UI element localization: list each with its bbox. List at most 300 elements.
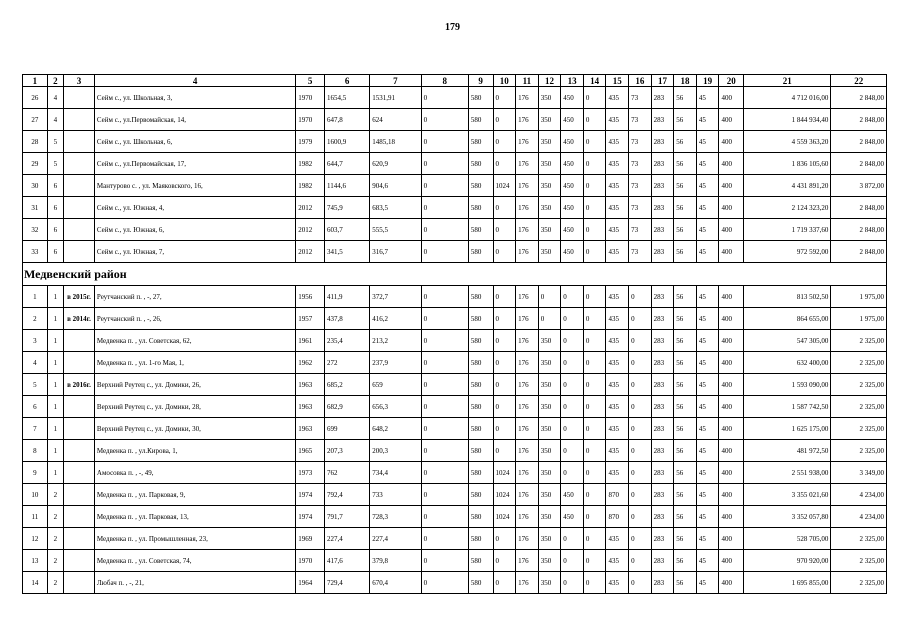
table-cell: 1 593 090,00 [744,374,831,396]
table-cell: 1 975,00 [831,308,887,330]
table-cell [64,197,95,219]
table-cell: 2 [23,308,48,330]
table-cell: 1 [47,462,63,484]
table-cell: 6 [47,241,63,263]
table-cell: 0 [561,550,584,572]
table-cell: 0 [583,506,606,528]
table-cell: 176 [516,131,539,153]
table-cell: 350 [538,153,561,175]
table-cell: 0 [561,462,584,484]
table-cell: 1024 [493,484,516,506]
table-cell: 4 431 891,20 [744,175,831,197]
table-cell: 2 848,00 [831,109,887,131]
table-cell: 176 [516,175,539,197]
table-cell: 644,7 [325,153,370,175]
table-cell: 435 [606,131,629,153]
table-row [23,109,887,131]
table-cell: 0 [421,462,468,484]
table-cell: Медвенка п. , ул. Промышленная, 23, [94,528,295,550]
table-cell: 0 [421,241,468,263]
table-row [23,153,887,175]
table-cell: Сейм с., ул. Южная, 4, [94,197,295,219]
table-cell: 176 [516,219,539,241]
table-cell: 2 [47,550,63,572]
column-header: 20 [719,75,744,87]
table-cell: 1969 [296,528,325,550]
table-cell: 580 [468,506,493,528]
table-cell: 176 [516,153,539,175]
table-cell: 400 [719,528,744,550]
table-cell: 56 [674,330,697,352]
table-cell: 0 [629,418,652,440]
table-cell: 450 [561,109,584,131]
table-cell: 400 [719,506,744,528]
table-cell: 283 [651,352,674,374]
table-cell: 1 719 337,60 [744,219,831,241]
table-cell: 283 [651,197,674,219]
table-cell: 2 848,00 [831,153,887,175]
table-cell: 1982 [296,175,325,197]
table-cell: 2 848,00 [831,197,887,219]
table-cell: 1024 [493,462,516,484]
table-cell: 45 [696,550,719,572]
table-cell: 2 325,00 [831,572,887,594]
table-cell: 450 [561,131,584,153]
table-cell: 5 [23,374,48,396]
table-cell: 176 [516,241,539,263]
table-cell: 350 [538,175,561,197]
table-cell: 56 [674,484,697,506]
table-cell: 580 [468,572,493,594]
table-cell: 13 [23,550,48,572]
table-cell: 481 972,50 [744,440,831,462]
table-row [23,241,887,263]
table-cell: 45 [696,153,719,175]
table-cell: 0 [561,330,584,352]
table-cell: 580 [468,396,493,418]
table-cell: 2012 [296,219,325,241]
table-cell: 1654,5 [325,87,370,109]
table-cell: 176 [516,418,539,440]
table-cell: 1 [47,374,63,396]
table-cell: 283 [651,131,674,153]
table-cell: 30 [23,175,48,197]
table-cell: 0 [493,352,516,374]
table-cell: 0 [561,308,584,330]
table-cell: 45 [696,87,719,109]
table-cell: 350 [538,330,561,352]
table-cell: 0 [493,572,516,594]
column-header: 3 [64,75,95,87]
table-cell: 580 [468,374,493,396]
table-cell: 283 [651,550,674,572]
table-cell [64,131,95,153]
table-cell: Мантурово с. , ул. Маяковского, 16, [94,175,295,197]
table-cell: Медвенка п. , ул.Кирова, 1, [94,440,295,462]
table-cell: 603,7 [325,219,370,241]
table-cell: 400 [719,374,744,396]
table-cell: 2 325,00 [831,352,887,374]
table-cell: 283 [651,440,674,462]
table-cell: 659 [370,374,421,396]
table-cell: 682,9 [325,396,370,418]
table-cell: 0 [421,87,468,109]
table-cell: 176 [516,440,539,462]
table-cell: 734,4 [370,462,421,484]
table-cell: 0 [421,352,468,374]
table-cell: 0 [629,572,652,594]
table-cell: 0 [583,352,606,374]
table-cell: 435 [606,286,629,308]
table-cell: Амосовка п. , -, 49, [94,462,295,484]
table-cell: 580 [468,109,493,131]
table-cell: 2012 [296,197,325,219]
table-cell: 0 [583,87,606,109]
table-cell: 45 [696,462,719,484]
table-cell: 1962 [296,352,325,374]
table-cell: 435 [606,219,629,241]
table-cell: 176 [516,87,539,109]
table-cell: 283 [651,87,674,109]
table-cell: 56 [674,131,697,153]
table-cell: 624 [370,109,421,131]
column-header: 4 [94,75,295,87]
table-cell: 2012 [296,241,325,263]
table-cell: 1974 [296,484,325,506]
table-cell: 45 [696,440,719,462]
table-cell: 2 325,00 [831,374,887,396]
table-cell: 400 [719,109,744,131]
table-cell: 1 [47,286,63,308]
table-cell: Реутчанский п. , -, 27, [94,286,295,308]
table-cell: 350 [538,506,561,528]
table-cell: 0 [583,241,606,263]
table-cell: 350 [538,219,561,241]
district-heading-row [23,263,887,286]
table-cell: 0 [421,506,468,528]
table-cell: 0 [583,396,606,418]
table-cell: 0 [493,87,516,109]
table-cell: 632 400,00 [744,352,831,374]
table-cell: Сейм с., ул. Школьная, 6, [94,131,295,153]
table-cell: 176 [516,528,539,550]
table-cell [64,572,95,594]
table-cell: 56 [674,197,697,219]
table-cell: 350 [538,241,561,263]
table-cell: 0 [583,572,606,594]
table-cell: 1963 [296,418,325,440]
table-cell: 350 [538,352,561,374]
table-cell: 0 [493,197,516,219]
table-cell: 0 [421,484,468,506]
table-cell: 1 [47,440,63,462]
table-cell: 0 [493,528,516,550]
table-cell: 283 [651,506,674,528]
table-cell: 1957 [296,308,325,330]
table-cell: 350 [538,440,561,462]
table-cell: 176 [516,506,539,528]
table-cell: 1970 [296,109,325,131]
table-row [23,528,887,550]
table-cell: 7 [23,418,48,440]
column-header: 11 [516,75,539,87]
table-cell: 435 [606,308,629,330]
column-header: 18 [674,75,697,87]
table-cell: 283 [651,241,674,263]
table-cell: 176 [516,352,539,374]
table-cell: в 2016г. [64,374,95,396]
table-cell: 0 [421,219,468,241]
table-cell: 350 [538,131,561,153]
table-cell: 0 [493,374,516,396]
column-header: 8 [421,75,468,87]
table-cell: 435 [606,153,629,175]
table-cell: Сейм с., ул. Южная, 6, [94,219,295,241]
table-cell: 56 [674,440,697,462]
table-cell: Медвенка п. , ул. Советская, 74, [94,550,295,572]
table-cell: 207,3 [325,440,370,462]
table-cell: 0 [583,374,606,396]
table-cell: 1 [47,330,63,352]
table-cell: 0 [629,528,652,550]
table-cell: 1485,18 [370,131,421,153]
table-cell: 283 [651,418,674,440]
table-cell: 176 [516,396,539,418]
table-cell: 972 592,00 [744,241,831,263]
table-cell [64,396,95,418]
table-cell: 547 305,00 [744,330,831,352]
table-cell: 3 352 057,80 [744,506,831,528]
table-cell: 400 [719,440,744,462]
table-cell: 435 [606,572,629,594]
table-cell: 416,2 [370,308,421,330]
table-cell: 0 [561,396,584,418]
table-cell: Любач п. , -, 21, [94,572,295,594]
table-cell: 27 [23,109,48,131]
table-cell: 56 [674,374,697,396]
table-cell: 1531,91 [370,87,421,109]
table-cell: 450 [561,506,584,528]
table-cell: в 2015г. [64,286,95,308]
table-cell: 580 [468,550,493,572]
table-cell: 1 844 934,40 [744,109,831,131]
table-cell: 450 [561,175,584,197]
table-cell: 6 [23,396,48,418]
table-cell: 14 [23,572,48,594]
table-cell: 1973 [296,462,325,484]
table-cell: 580 [468,308,493,330]
table-cell [64,175,95,197]
table-cell: 56 [674,153,697,175]
table-cell: 699 [325,418,370,440]
table-cell: 283 [651,219,674,241]
table-cell: 0 [421,528,468,550]
table-cell: Медвенка п. , ул. Парковая, 9, [94,484,295,506]
column-header: 17 [651,75,674,87]
table-cell: 176 [516,308,539,330]
table-cell: 2 325,00 [831,528,887,550]
table-cell: 417,6 [325,550,370,572]
table-cell: 4 234,00 [831,506,887,528]
column-header: 13 [561,75,584,87]
table-cell: 2 325,00 [831,396,887,418]
table-cell: 0 [421,396,468,418]
table-cell: 0 [583,175,606,197]
table-cell: 283 [651,528,674,550]
table-cell: 56 [674,87,697,109]
table-cell: 580 [468,528,493,550]
table-cell: Сейм с., ул.Первомайская, 17, [94,153,295,175]
table-cell: 283 [651,330,674,352]
column-header: 14 [583,75,606,87]
table-cell: 1 836 105,60 [744,153,831,175]
table-cell: 73 [629,219,652,241]
table-cell: 400 [719,286,744,308]
table-cell: 0 [493,330,516,352]
table-cell: Медвенка п. , ул. Парковая, 13, [94,506,295,528]
table-cell: 685,2 [325,374,370,396]
column-header: 7 [370,75,421,87]
table-cell: 350 [538,374,561,396]
table-cell: 227,4 [370,528,421,550]
table-cell: 0 [421,550,468,572]
table-cell: 1 [47,418,63,440]
table-cell: 73 [629,197,652,219]
table-cell [64,330,95,352]
table-cell: 0 [538,308,561,330]
table-cell: 341,5 [325,241,370,263]
table-cell: 283 [651,484,674,506]
table-cell: 45 [696,528,719,550]
table-cell: 3 [23,330,48,352]
table-cell: 45 [696,219,719,241]
table-cell: 56 [674,506,697,528]
table-cell: 73 [629,87,652,109]
table-cell: 0 [629,352,652,374]
column-header: 6 [325,75,370,87]
table-cell: 5 [47,153,63,175]
table-cell: 0 [421,109,468,131]
table-cell: 400 [719,462,744,484]
table-cell: 29 [23,153,48,175]
table-cell: Верхний Реутец с., ул. Домики, 28, [94,396,295,418]
table-cell: 0 [629,308,652,330]
table-cell: Верхний Реутец с., ул. Домики, 30, [94,418,295,440]
table-cell: 648,2 [370,418,421,440]
table-cell: 864 655,00 [744,308,831,330]
table-row [23,352,887,374]
table-cell: 200,3 [370,440,421,462]
table-cell: 45 [696,418,719,440]
table-cell: 45 [696,197,719,219]
table-cell: 580 [468,241,493,263]
table-cell: 56 [674,175,697,197]
table-cell: 283 [651,286,674,308]
table-cell: 729,4 [325,572,370,594]
table-cell: 792,4 [325,484,370,506]
table-cell: 379,8 [370,550,421,572]
table-cell: 435 [606,374,629,396]
table-cell: 1970 [296,87,325,109]
table-cell: 1961 [296,330,325,352]
table-cell: 580 [468,462,493,484]
table-cell: 176 [516,286,539,308]
table-cell: 45 [696,330,719,352]
table-cell: 1600,9 [325,131,370,153]
table-cell: 176 [516,109,539,131]
table-cell: 2 124 323,20 [744,197,831,219]
table-cell: 56 [674,396,697,418]
table-cell: 0 [493,308,516,330]
table-cell: 0 [583,484,606,506]
table-row [23,197,887,219]
table-cell: 45 [696,572,719,594]
table-cell: 0 [583,418,606,440]
table-cell: Сейм с., ул.Первомайская, 14, [94,109,295,131]
table-cell: 0 [493,153,516,175]
table-cell: 0 [493,550,516,572]
table-row [23,462,887,484]
table-cell: 437,8 [325,308,370,330]
table-cell: 400 [719,550,744,572]
table-cell: 400 [719,352,744,374]
table-cell: 1024 [493,506,516,528]
table-cell: 400 [719,153,744,175]
table-cell: 45 [696,506,719,528]
table-row [23,572,887,594]
table-cell: 400 [719,418,744,440]
table-cell: 6 [47,175,63,197]
table-cell: Медвенка п. , ул. Советская, 62, [94,330,295,352]
table-cell [64,153,95,175]
table-cell: 350 [538,197,561,219]
table-row [23,550,887,572]
table-cell: 2 325,00 [831,418,887,440]
table-cell: 733 [370,484,421,506]
table-cell: 350 [538,109,561,131]
table-cell: 400 [719,241,744,263]
table-cell: 400 [719,175,744,197]
page-number: 179 [445,22,460,33]
table-cell: 580 [468,87,493,109]
table-cell: 580 [468,175,493,197]
header-row [23,75,887,87]
table-cell: 0 [421,374,468,396]
table-cell: 400 [719,219,744,241]
table-cell: 435 [606,440,629,462]
column-number-header [23,75,887,87]
housing-register-table [22,74,887,594]
table-cell: 283 [651,308,674,330]
table-cell: 1 [23,286,48,308]
table-cell: 56 [674,528,697,550]
table-cell: 0 [583,286,606,308]
table-cell: 1963 [296,374,325,396]
table-cell: 56 [674,109,697,131]
table-cell: 26 [23,87,48,109]
table-row [23,286,887,308]
table-cell [64,87,95,109]
table-cell: 350 [538,396,561,418]
table-cell: 0 [421,153,468,175]
table-cell: 1974 [296,506,325,528]
table-cell: 435 [606,528,629,550]
table-cell: 73 [629,153,652,175]
table-cell [64,352,95,374]
table-cell [64,440,95,462]
table-cell: 647,8 [325,109,370,131]
table-cell: 0 [493,109,516,131]
